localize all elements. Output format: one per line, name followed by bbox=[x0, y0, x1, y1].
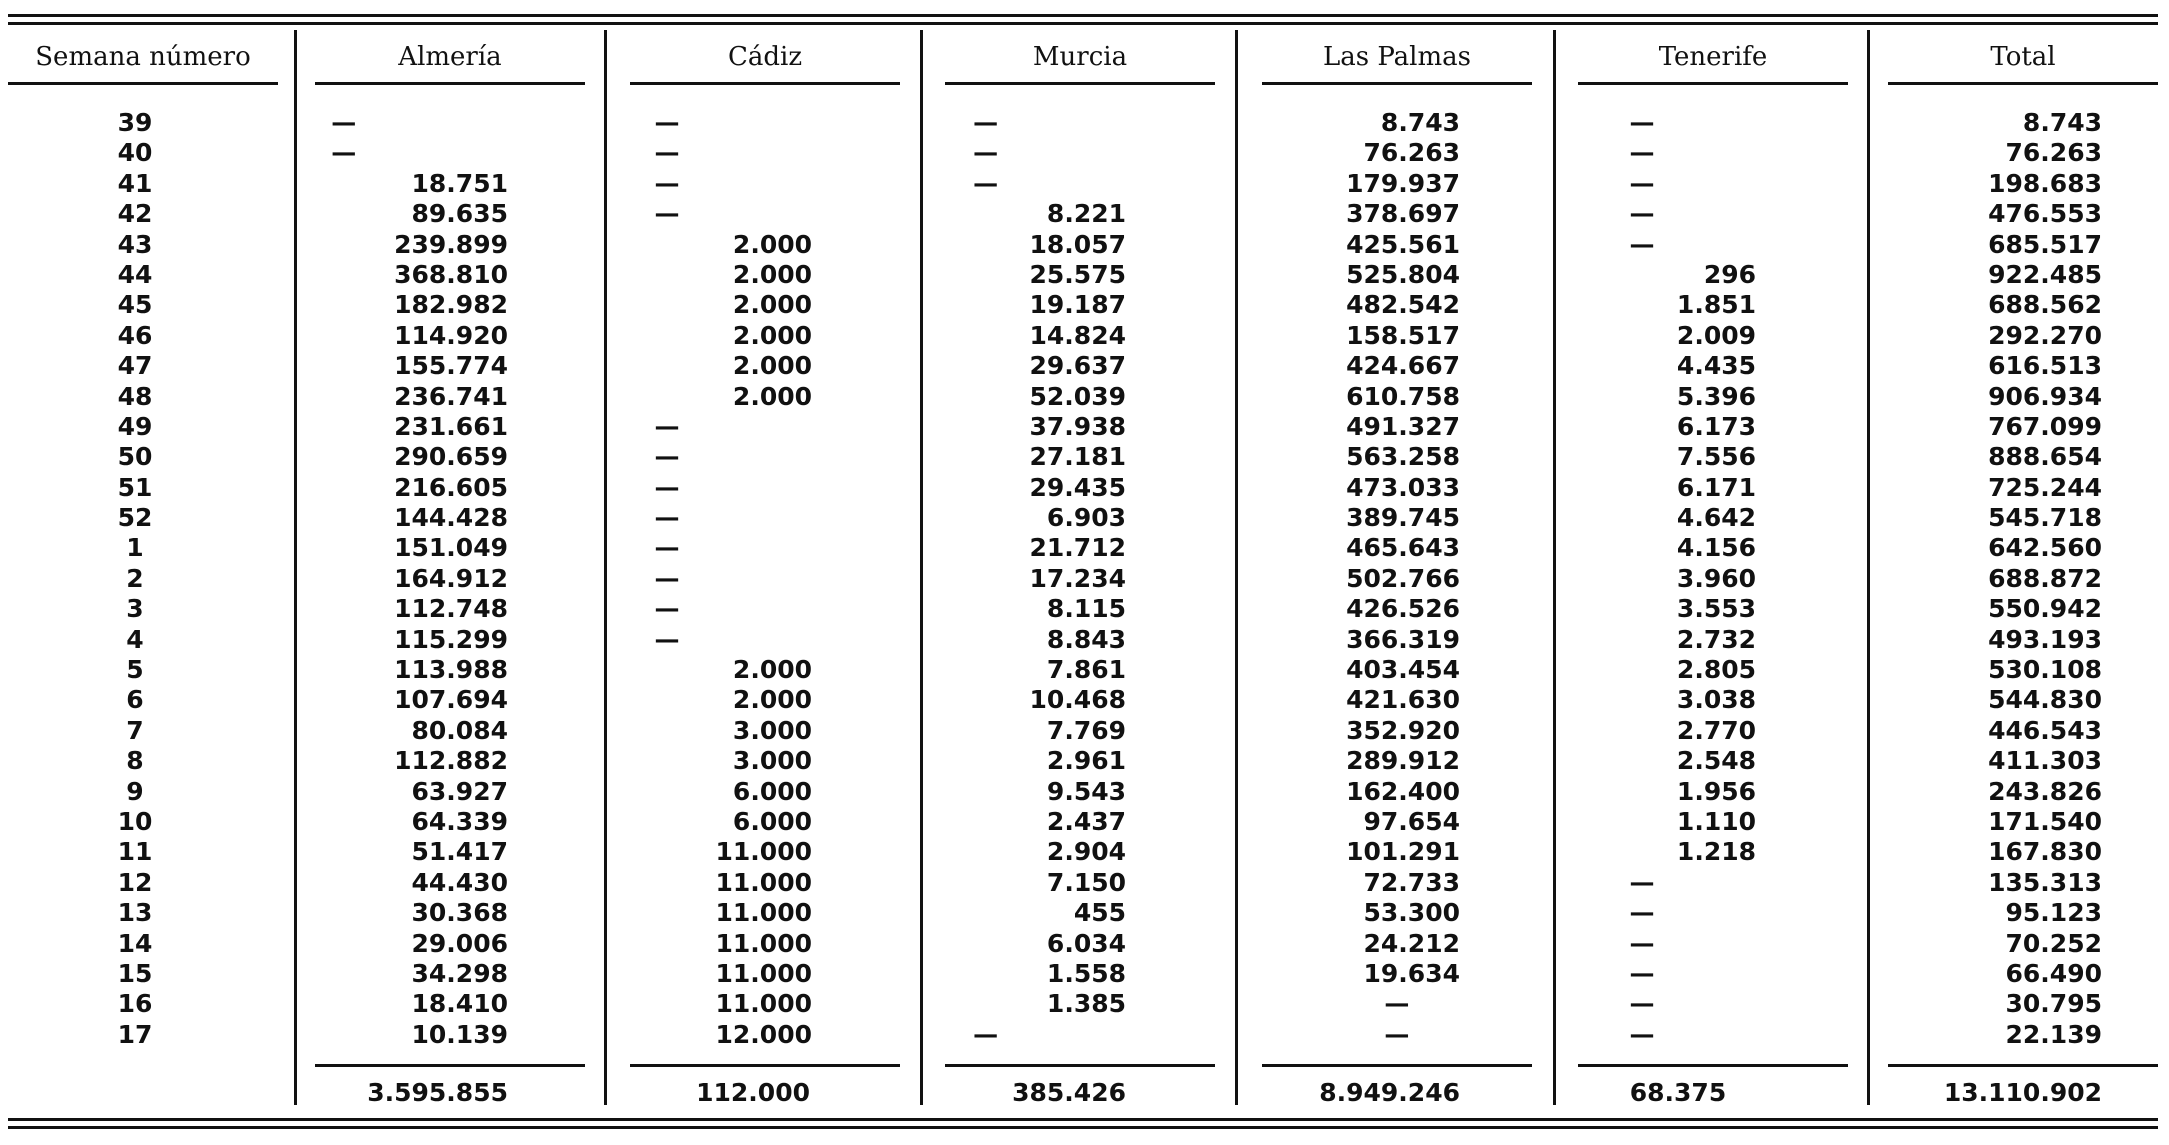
almeria-cell: 236.741 bbox=[394, 381, 508, 411]
tenerife-cell: 2.009 bbox=[1676, 320, 1756, 350]
total-cell: 545.718 bbox=[1988, 503, 2102, 533]
cadiz-cell-empty: — bbox=[654, 168, 680, 198]
las-palmas-cell: 366.319 bbox=[1346, 624, 1460, 654]
tenerife-cell: 4.642 bbox=[1676, 503, 1756, 533]
cadiz-cell: 6.000 bbox=[732, 806, 812, 836]
tenerife-cell-empty: — bbox=[1629, 898, 1655, 928]
las-palmas-cell: 289.912 bbox=[1346, 746, 1460, 776]
las-palmas-cell: 610.758 bbox=[1346, 381, 1460, 411]
total-cell: 167.830 bbox=[1988, 837, 2102, 867]
las-palmas-cell: 425.561 bbox=[1346, 229, 1460, 259]
las-palmas-cell: 101.291 bbox=[1346, 837, 1460, 867]
cadiz-cell-empty: — bbox=[654, 594, 680, 624]
total-tenerife: 68.375 bbox=[1629, 1078, 1727, 1107]
total-cell: 95.123 bbox=[2005, 898, 2102, 928]
murcia-cell: 7.861 bbox=[1046, 655, 1126, 685]
murcia-cell-empty: — bbox=[973, 168, 999, 198]
week-number: 11 bbox=[117, 837, 153, 867]
column-las-palmas bbox=[1250, 108, 1460, 1050]
almeria-cell: 155.774 bbox=[394, 351, 508, 381]
murcia-cell: 18.057 bbox=[1029, 229, 1126, 259]
las-palmas-cell: 72.733 bbox=[1363, 867, 1460, 897]
total-cell: 688.872 bbox=[1988, 563, 2102, 593]
almeria-cell-empty: — bbox=[331, 108, 357, 137]
almeria-cell: 18.410 bbox=[411, 989, 508, 1019]
total-cell: 906.934 bbox=[1988, 381, 2102, 411]
murcia-cell: 6.903 bbox=[1046, 503, 1126, 533]
total-cell: 530.108 bbox=[1988, 655, 2102, 685]
almeria-cell: 34.298 bbox=[411, 958, 508, 988]
tenerife-cell: 4.156 bbox=[1676, 533, 1756, 563]
header-underline-tenerife bbox=[1578, 82, 1848, 85]
almeria-cell: 368.810 bbox=[394, 259, 508, 289]
almeria-cell: 51.417 bbox=[411, 837, 508, 867]
almeria-cell: 89.635 bbox=[411, 199, 508, 229]
cadiz-cell: 2.000 bbox=[732, 259, 812, 289]
almeria-cell: 151.049 bbox=[394, 533, 508, 563]
week-number: 46 bbox=[117, 320, 153, 350]
total-cell: 8.743 bbox=[2022, 108, 2102, 137]
tenerife-cell-empty: — bbox=[1629, 199, 1655, 229]
tenerife-cell-empty: — bbox=[1629, 867, 1655, 897]
las-palmas-cell: 352.920 bbox=[1346, 715, 1460, 745]
murcia-cell: 52.039 bbox=[1029, 381, 1126, 411]
murcia-cell: 10.468 bbox=[1029, 685, 1126, 715]
las-palmas-cell: 378.697 bbox=[1346, 199, 1460, 229]
almeria-cell: 18.751 bbox=[411, 168, 508, 198]
almeria-cell: 144.428 bbox=[394, 503, 508, 533]
almeria-cell-empty: — bbox=[331, 138, 357, 168]
tenerife-cell: 1.110 bbox=[1676, 806, 1756, 836]
total-almeria: 3.595.855 bbox=[367, 1078, 508, 1107]
las-palmas-cell: 421.630 bbox=[1346, 685, 1460, 715]
las-palmas-cell: 8.743 bbox=[1380, 108, 1460, 137]
week-number: 16 bbox=[117, 989, 153, 1019]
separator-6 bbox=[1867, 30, 1870, 1105]
las-palmas-cell: 502.766 bbox=[1346, 563, 1460, 593]
week-number: 48 bbox=[117, 381, 153, 411]
total-cell: 243.826 bbox=[1988, 776, 2102, 806]
cadiz-cell: 11.000 bbox=[715, 928, 812, 958]
almeria-cell: 114.920 bbox=[394, 320, 508, 350]
week-number: 1 bbox=[126, 533, 144, 563]
murcia-cell: 21.712 bbox=[1029, 533, 1126, 563]
tenerife-cell-empty: — bbox=[1629, 229, 1655, 259]
murcia-cell: 2.437 bbox=[1046, 806, 1126, 836]
almeria-cell: 29.006 bbox=[411, 928, 508, 958]
column-almeria bbox=[300, 108, 508, 1050]
header-tenerife: Tenerife bbox=[1658, 42, 1768, 72]
header-underline-las-palmas bbox=[1262, 82, 1532, 85]
tenerife-cell-empty: — bbox=[1629, 138, 1655, 168]
week-number: 14 bbox=[117, 928, 153, 958]
week-number: 3 bbox=[126, 594, 144, 624]
murcia-cell: 2.904 bbox=[1046, 837, 1126, 867]
cadiz-cell-empty: — bbox=[654, 108, 680, 137]
bottom-rule bbox=[8, 1126, 2158, 1129]
cadiz-cell: 2.000 bbox=[732, 655, 812, 685]
cadiz-cell: 2.000 bbox=[732, 351, 812, 381]
total-cell: 135.313 bbox=[1988, 867, 2102, 897]
tenerife-cell: 3.960 bbox=[1676, 563, 1756, 593]
column-total bbox=[1880, 108, 2102, 1050]
total-cell: 292.270 bbox=[1988, 320, 2102, 350]
total-cell: 688.562 bbox=[1988, 290, 2102, 320]
murcia-cell-empty: — bbox=[973, 138, 999, 168]
header-underline-murcia bbox=[945, 82, 1215, 85]
total-grand: 13.110.902 bbox=[1943, 1078, 2102, 1107]
almeria-cell: 64.339 bbox=[411, 806, 508, 836]
las-palmas-cell-empty: — bbox=[1384, 989, 1410, 1019]
header-murcia: Murcia bbox=[1032, 42, 1128, 72]
almeria-cell: 63.927 bbox=[411, 776, 508, 806]
total-cell: 550.942 bbox=[1988, 594, 2102, 624]
header-total: Total bbox=[1990, 42, 2056, 72]
week-number: 8 bbox=[126, 746, 144, 776]
almeria-cell: 182.982 bbox=[394, 290, 508, 320]
cadiz-cell: 2.000 bbox=[732, 229, 812, 259]
week-number: 7 bbox=[126, 715, 144, 745]
almeria-cell: 112.882 bbox=[394, 746, 508, 776]
column-tenerife bbox=[1570, 108, 1756, 1050]
murcia-cell: 2.961 bbox=[1046, 746, 1126, 776]
total-cell: 544.830 bbox=[1988, 685, 2102, 715]
cadiz-cell-empty: — bbox=[654, 138, 680, 168]
total-cell: 767.099 bbox=[1988, 411, 2102, 441]
las-palmas-cell: 19.634 bbox=[1363, 958, 1460, 988]
week-number: 9 bbox=[126, 776, 144, 806]
total-cell: 685.517 bbox=[1988, 229, 2102, 259]
total-cell: 642.560 bbox=[1988, 533, 2102, 563]
tenerife-cell-empty: — bbox=[1629, 168, 1655, 198]
murcia-cell: 37.938 bbox=[1029, 411, 1126, 441]
las-palmas-cell: 563.258 bbox=[1346, 442, 1460, 472]
total-cell: 922.485 bbox=[1988, 259, 2102, 289]
week-number: 42 bbox=[117, 199, 153, 229]
week-number: 4 bbox=[126, 624, 144, 654]
murcia-cell-empty: — bbox=[973, 108, 999, 137]
almeria-cell: 115.299 bbox=[394, 624, 508, 654]
cadiz-cell: 2.000 bbox=[732, 290, 812, 320]
week-number: 13 bbox=[117, 898, 153, 928]
cadiz-cell-empty: — bbox=[654, 624, 680, 654]
murcia-cell: 27.181 bbox=[1029, 442, 1126, 472]
las-palmas-cell: 162.400 bbox=[1346, 776, 1460, 806]
week-number: 44 bbox=[117, 259, 153, 289]
tenerife-cell: 6.173 bbox=[1676, 411, 1756, 441]
total-cell: 66.490 bbox=[2005, 958, 2102, 988]
almeria-cell: 164.912 bbox=[394, 563, 508, 593]
week-number: 41 bbox=[117, 168, 153, 198]
cadiz-cell-empty: — bbox=[654, 503, 680, 533]
tenerife-cell-empty: — bbox=[1629, 989, 1655, 1019]
las-palmas-cell-empty: — bbox=[1384, 1019, 1410, 1049]
cadiz-cell-empty: — bbox=[654, 442, 680, 472]
almeria-cell: 113.988 bbox=[394, 655, 508, 685]
murcia-cell: 14.824 bbox=[1029, 320, 1126, 350]
week-number: 2 bbox=[126, 563, 144, 593]
total-cell: 171.540 bbox=[1988, 806, 2102, 836]
total-cell: 411.303 bbox=[1988, 746, 2102, 776]
week-number: 6 bbox=[126, 685, 144, 715]
column-cadiz bbox=[620, 108, 812, 1050]
tenerife-cell-empty: — bbox=[1629, 928, 1655, 958]
cadiz-cell: 11.000 bbox=[715, 958, 812, 988]
total-cell: 30.795 bbox=[2005, 989, 2102, 1019]
las-palmas-cell: 465.643 bbox=[1346, 533, 1460, 563]
las-palmas-cell: 424.667 bbox=[1346, 351, 1460, 381]
top-rule bbox=[8, 14, 2158, 17]
week-number: 40 bbox=[117, 138, 153, 168]
total-cell: 70.252 bbox=[2005, 928, 2102, 958]
almeria-cell: 80.084 bbox=[411, 715, 508, 745]
total-las-palmas: 8.949.246 bbox=[1319, 1078, 1460, 1107]
las-palmas-cell: 76.263 bbox=[1363, 138, 1460, 168]
header-las-palmas: Las Palmas bbox=[1322, 42, 1471, 72]
header-underline-total bbox=[1888, 82, 2158, 85]
total-cell: 76.263 bbox=[2005, 138, 2102, 168]
las-palmas-cell: 473.033 bbox=[1346, 472, 1460, 502]
murcia-cell: 8.115 bbox=[1046, 594, 1126, 624]
cadiz-cell-empty: — bbox=[654, 533, 680, 563]
total-rule-cadiz bbox=[630, 1064, 900, 1067]
week-number: 5 bbox=[126, 655, 144, 685]
separator-5 bbox=[1553, 30, 1556, 1105]
tenerife-cell: 296 bbox=[1703, 259, 1756, 289]
total-cell: 616.513 bbox=[1988, 351, 2102, 381]
total-cell: 476.553 bbox=[1988, 199, 2102, 229]
total-rule-murcia bbox=[945, 1064, 1215, 1067]
tenerife-cell: 2.770 bbox=[1676, 715, 1756, 745]
cadiz-cell: 12.000 bbox=[715, 1019, 812, 1049]
murcia-cell: 1.558 bbox=[1046, 958, 1126, 988]
header-cadiz: Cádiz bbox=[727, 42, 803, 72]
almeria-cell: 239.899 bbox=[394, 229, 508, 259]
tenerife-cell: 2.548 bbox=[1676, 746, 1756, 776]
week-number: 47 bbox=[117, 351, 153, 381]
tenerife-cell: 4.435 bbox=[1676, 351, 1756, 381]
total-cadiz: 112.000 bbox=[696, 1078, 810, 1107]
murcia-cell: 7.769 bbox=[1046, 715, 1126, 745]
tenerife-cell: 6.171 bbox=[1676, 472, 1756, 502]
las-palmas-cell: 491.327 bbox=[1346, 411, 1460, 441]
las-palmas-cell: 53.300 bbox=[1363, 898, 1460, 928]
murcia-cell: 8.221 bbox=[1046, 199, 1126, 229]
las-palmas-cell: 403.454 bbox=[1346, 655, 1460, 685]
week-number: 17 bbox=[117, 1019, 153, 1049]
separator-4 bbox=[1235, 30, 1238, 1105]
top-rule-inner bbox=[8, 22, 2158, 25]
cadiz-cell: 11.000 bbox=[715, 837, 812, 867]
total-cell: 22.139 bbox=[2005, 1019, 2102, 1049]
tenerife-cell: 1.956 bbox=[1676, 776, 1756, 806]
cadiz-cell-empty: — bbox=[654, 199, 680, 229]
tenerife-cell: 5.396 bbox=[1676, 381, 1756, 411]
header-week: Semana número bbox=[35, 42, 251, 72]
murcia-cell: 455 bbox=[1073, 898, 1126, 928]
week-number: 49 bbox=[117, 411, 153, 441]
total-cell: 493.193 bbox=[1988, 624, 2102, 654]
tenerife-cell: 3.038 bbox=[1676, 685, 1756, 715]
tenerife-cell-empty: — bbox=[1629, 108, 1655, 137]
total-cell: 446.543 bbox=[1988, 715, 2102, 745]
almeria-cell: 112.748 bbox=[394, 594, 508, 624]
cadiz-cell: 2.000 bbox=[732, 320, 812, 350]
total-murcia: 385.426 bbox=[1012, 1078, 1126, 1107]
week-number: 45 bbox=[117, 290, 153, 320]
total-rule-almeria bbox=[315, 1064, 585, 1067]
cadiz-cell: 2.000 bbox=[732, 685, 812, 715]
almeria-cell: 10.139 bbox=[411, 1019, 508, 1049]
las-palmas-cell: 389.745 bbox=[1346, 503, 1460, 533]
cadiz-cell-empty: — bbox=[654, 563, 680, 593]
murcia-cell-empty: — bbox=[973, 1019, 999, 1049]
separator-1 bbox=[294, 30, 297, 1105]
tenerife-cell-empty: — bbox=[1629, 1019, 1655, 1049]
total-cell: 198.683 bbox=[1988, 168, 2102, 198]
total-rule-total bbox=[1888, 1064, 2158, 1067]
week-number: 52 bbox=[117, 503, 153, 533]
header-underline-almeria bbox=[315, 82, 585, 85]
total-cell: 888.654 bbox=[1988, 442, 2102, 472]
separator-2 bbox=[604, 30, 607, 1105]
murcia-cell: 9.543 bbox=[1046, 776, 1126, 806]
las-palmas-cell: 525.804 bbox=[1346, 259, 1460, 289]
tenerife-cell-empty: — bbox=[1629, 958, 1655, 988]
cadiz-cell: 11.000 bbox=[715, 989, 812, 1019]
cadiz-cell-empty: — bbox=[654, 472, 680, 502]
murcia-cell: 29.637 bbox=[1029, 351, 1126, 381]
las-palmas-cell: 97.654 bbox=[1363, 806, 1460, 836]
week-number: 39 bbox=[117, 108, 153, 137]
las-palmas-cell: 179.937 bbox=[1346, 168, 1460, 198]
murcia-cell: 8.843 bbox=[1046, 624, 1126, 654]
cadiz-cell-empty: — bbox=[654, 411, 680, 441]
cadiz-cell: 2.000 bbox=[732, 381, 812, 411]
almeria-cell: 107.694 bbox=[394, 685, 508, 715]
almeria-cell: 290.659 bbox=[394, 442, 508, 472]
tenerife-cell: 2.732 bbox=[1676, 624, 1756, 654]
tenerife-cell: 2.805 bbox=[1676, 655, 1756, 685]
las-palmas-cell: 158.517 bbox=[1346, 320, 1460, 350]
header-almeria: Almería bbox=[398, 42, 502, 72]
week-number: 12 bbox=[117, 867, 153, 897]
cadiz-cell: 11.000 bbox=[715, 898, 812, 928]
total-cell: 725.244 bbox=[1988, 472, 2102, 502]
cadiz-cell: 3.000 bbox=[732, 746, 812, 776]
almeria-cell: 44.430 bbox=[411, 867, 508, 897]
las-palmas-cell: 426.526 bbox=[1346, 594, 1460, 624]
murcia-cell: 6.034 bbox=[1046, 928, 1126, 958]
column-murcia bbox=[930, 108, 1126, 1050]
total-rule-las-palmas bbox=[1262, 1064, 1532, 1067]
cadiz-cell: 3.000 bbox=[732, 715, 812, 745]
murcia-cell: 19.187 bbox=[1029, 290, 1126, 320]
week-number: 50 bbox=[117, 442, 153, 472]
separator-3 bbox=[920, 30, 923, 1105]
almeria-cell: 231.661 bbox=[394, 411, 508, 441]
murcia-cell: 29.435 bbox=[1029, 472, 1126, 502]
total-rule-tenerife bbox=[1578, 1064, 1848, 1067]
week-number: 10 bbox=[117, 806, 153, 836]
las-palmas-cell: 24.212 bbox=[1363, 928, 1460, 958]
murcia-cell: 25.575 bbox=[1029, 259, 1126, 289]
almeria-cell: 30.368 bbox=[411, 898, 508, 928]
almeria-cell: 216.605 bbox=[394, 472, 508, 502]
las-palmas-cell: 482.542 bbox=[1346, 290, 1460, 320]
tenerife-cell: 1.218 bbox=[1676, 837, 1756, 867]
murcia-cell: 1.385 bbox=[1046, 989, 1126, 1019]
column-week bbox=[80, 108, 190, 1050]
murcia-cell: 17.234 bbox=[1029, 563, 1126, 593]
week-number: 15 bbox=[117, 958, 153, 988]
murcia-cell: 7.150 bbox=[1046, 867, 1126, 897]
header-underline-week bbox=[8, 82, 278, 85]
week-number: 43 bbox=[117, 229, 153, 259]
tenerife-cell: 3.553 bbox=[1676, 594, 1756, 624]
week-number: 51 bbox=[117, 472, 153, 502]
cadiz-cell: 6.000 bbox=[732, 776, 812, 806]
header-underline-cadiz bbox=[630, 82, 900, 85]
tenerife-cell: 7.556 bbox=[1676, 442, 1756, 472]
tenerife-cell: 1.851 bbox=[1676, 290, 1756, 320]
cadiz-cell: 11.000 bbox=[715, 867, 812, 897]
bottom-rule-inner bbox=[8, 1118, 2158, 1121]
